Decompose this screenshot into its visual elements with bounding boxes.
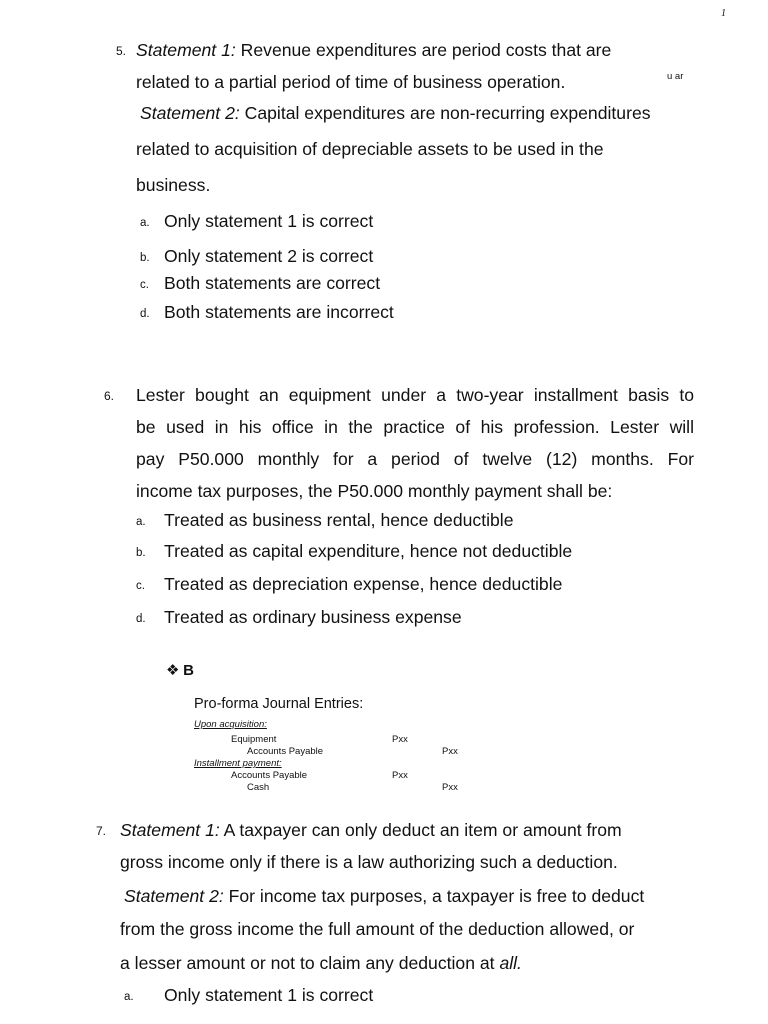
question-text-line: Lester bought an equipment under a two-year installment basis to bbox=[136, 385, 694, 405]
option-text: Treated as business rental, hence deductible bbox=[164, 510, 514, 530]
option-letter: b. bbox=[136, 547, 146, 559]
option-letter: a. bbox=[140, 217, 150, 229]
option-letter: d. bbox=[140, 308, 150, 320]
option-letter: a. bbox=[124, 991, 134, 1003]
option-letter: c. bbox=[136, 580, 145, 592]
option-text: Only statement 1 is correct bbox=[164, 211, 374, 231]
option-text: Treated as ordinary business expense bbox=[164, 607, 462, 627]
credit-account: Accounts Payable bbox=[247, 746, 324, 757]
statement-2-cont: business. bbox=[136, 175, 211, 195]
question-number: 7. bbox=[96, 824, 107, 838]
statement-text: A taxpayer can only deduct an item or amount from bbox=[219, 820, 622, 840]
statement-label: Statement 1: bbox=[136, 40, 236, 60]
option-text: Both statements are correct bbox=[164, 273, 381, 293]
debit-amount: Pxx bbox=[392, 770, 408, 781]
statement-2-cont: from the gross income the full amount of the deduction allowed, or bbox=[120, 919, 635, 939]
credit-account: Cash bbox=[247, 782, 270, 793]
option-text: Only statement 1 is correct bbox=[164, 985, 374, 1005]
statement-text: a lesser amount or not to claim any deduction at bbox=[120, 953, 500, 973]
statement-label: Statement 1: bbox=[120, 820, 220, 840]
question-number: 5. bbox=[116, 44, 127, 58]
question-text-line: income tax purposes, the P50.000 monthly payment shall be: bbox=[136, 481, 613, 501]
credit-amount: Pxx bbox=[442, 782, 458, 793]
debit-account: Accounts Payable bbox=[231, 770, 308, 781]
statement-text: Capital expenditures are non-recurring expenditures bbox=[239, 103, 651, 123]
option-letter: d. bbox=[136, 613, 146, 625]
statement-2 bbox=[124, 885, 644, 907]
option-text: Both statements are incorrect bbox=[164, 302, 394, 322]
statement-1 bbox=[136, 39, 611, 61]
question-text-line: pay P50.000 monthly for a period of twelve (12) months. For bbox=[136, 449, 694, 469]
question-text-line: be used in his office in the practice of his profession. Lester will bbox=[136, 417, 694, 437]
statement-label: Statement 2: bbox=[124, 886, 224, 906]
statement-1-cont: related to a partial period of time of business operation. bbox=[136, 72, 566, 92]
answer-letter: B bbox=[183, 662, 195, 679]
statement-2-cont bbox=[120, 952, 522, 974]
option-text: Treated as depreciation expense, hence deductible bbox=[164, 574, 563, 594]
answer bbox=[166, 661, 194, 679]
statement-text: For income tax purposes, a taxpayer is free to deduct bbox=[223, 886, 645, 906]
statement-2-cont: related to acquisition of depreciable assets to be used in the bbox=[136, 139, 604, 159]
statement-1-cont: gross income only if there is a law authorizing such a deduction. bbox=[120, 852, 618, 872]
option-letter: b. bbox=[140, 252, 150, 264]
proforma-title: Pro-forma Journal Entries: bbox=[194, 696, 364, 712]
option-text: Only statement 2 is correct bbox=[164, 246, 374, 266]
statement-text: Revenue expenditures are period costs that are bbox=[235, 40, 612, 60]
question-number: 6. bbox=[104, 389, 115, 403]
credit-amount: Pxx bbox=[442, 746, 458, 757]
diamond-bullet-icon: ❖ bbox=[166, 662, 180, 679]
statement-1 bbox=[120, 819, 622, 841]
statement-label: Statement 2: bbox=[140, 103, 240, 123]
page-number: 1 bbox=[721, 8, 726, 19]
option-text: Treated as capital expenditure, hence not deductible bbox=[164, 541, 573, 561]
statement-2 bbox=[140, 102, 651, 124]
option-letter: c. bbox=[140, 279, 149, 291]
stray-mark: u ar bbox=[667, 71, 684, 82]
option-letter: a. bbox=[136, 516, 146, 528]
entry-heading: Installment payment: bbox=[194, 758, 282, 769]
statement-text-italic: all. bbox=[499, 953, 522, 973]
debit-account: Equipment bbox=[231, 734, 277, 745]
debit-amount: Pxx bbox=[392, 734, 408, 745]
entry-heading: Upon acquisition: bbox=[194, 719, 267, 730]
